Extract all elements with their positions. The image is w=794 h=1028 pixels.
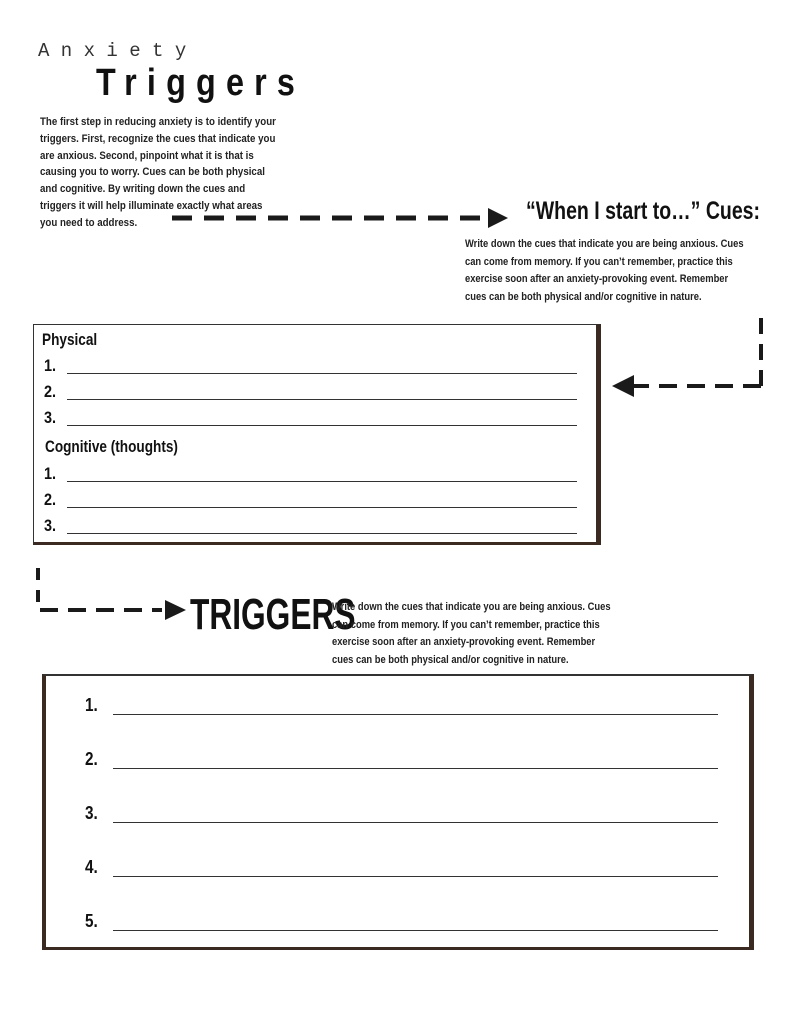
trigger-item-3-number: 3. xyxy=(85,803,98,823)
title-anxiety: A n x i e t y xyxy=(38,40,187,62)
physical-item-2-line[interactable] xyxy=(67,399,577,400)
triggers-description: Write down the cues that indicate you are being anxious. Cues can come from memory. If you can’t remember, practice this exercise soon after an anxiety-provoking event. Remember cues can be both physical and/or cognitive in nature. xyxy=(332,601,611,666)
arrow-to-cues-icon xyxy=(172,208,508,228)
cues-heading: “When I start to…” Cues: xyxy=(526,197,761,225)
arrow-to-triggers-icon xyxy=(38,568,186,620)
cognitive-item-2-number: 2. xyxy=(44,490,57,509)
trigger-item-3-line[interactable] xyxy=(113,822,718,823)
trigger-item-4-line[interactable] xyxy=(113,876,718,877)
trigger-item-1-number: 1. xyxy=(85,695,98,715)
triggers-box xyxy=(42,674,754,950)
cognitive-item-2-line[interactable] xyxy=(67,507,577,508)
trigger-item-4-number: 4. xyxy=(85,857,98,877)
physical-item-1-number: 1. xyxy=(44,356,57,375)
cognitive-item-1-line[interactable] xyxy=(67,481,577,482)
physical-label: Physical xyxy=(42,330,98,349)
trigger-item-5-number: 5. xyxy=(85,911,98,931)
cognitive-item-3-number: 3. xyxy=(44,516,57,535)
trigger-item-5-line[interactable] xyxy=(113,930,718,931)
cognitive-label: Cognitive (thoughts) xyxy=(45,437,178,456)
title-triggers: Triggers xyxy=(96,62,306,104)
triggers-heading: TRIGGERS xyxy=(190,590,356,639)
trigger-item-1-line[interactable] xyxy=(113,714,718,715)
physical-item-1-line[interactable] xyxy=(67,373,577,374)
intro-paragraph: The first step in reducing anxiety is to identify your triggers. First, recognize the cues that indicate you are anxious. Second, pinpoint what it is that is causing you to worry. Cues can be both physical and cognitive. By writing down the cues and triggers it will help illuminate exactly what areas you need to address. xyxy=(40,116,276,229)
arrow-to-cues-box-icon xyxy=(612,318,761,397)
trigger-item-2-line[interactable] xyxy=(113,768,718,769)
cues-box xyxy=(33,324,601,545)
physical-item-2-number: 2. xyxy=(44,382,57,401)
cues-description: Write down the cues that indicate you are being anxious. Cues can come from memory. If you can’t remember, practice this exercise soon after an anxiety-provoking event. Remember cues can be both physical and/or cognitive in nature. xyxy=(465,238,744,303)
cognitive-item-3-line[interactable] xyxy=(67,533,577,534)
physical-item-3-line[interactable] xyxy=(67,425,577,426)
physical-item-3-number: 3. xyxy=(44,408,57,427)
cognitive-item-1-number: 1. xyxy=(44,464,57,483)
trigger-item-2-number: 2. xyxy=(85,749,98,769)
